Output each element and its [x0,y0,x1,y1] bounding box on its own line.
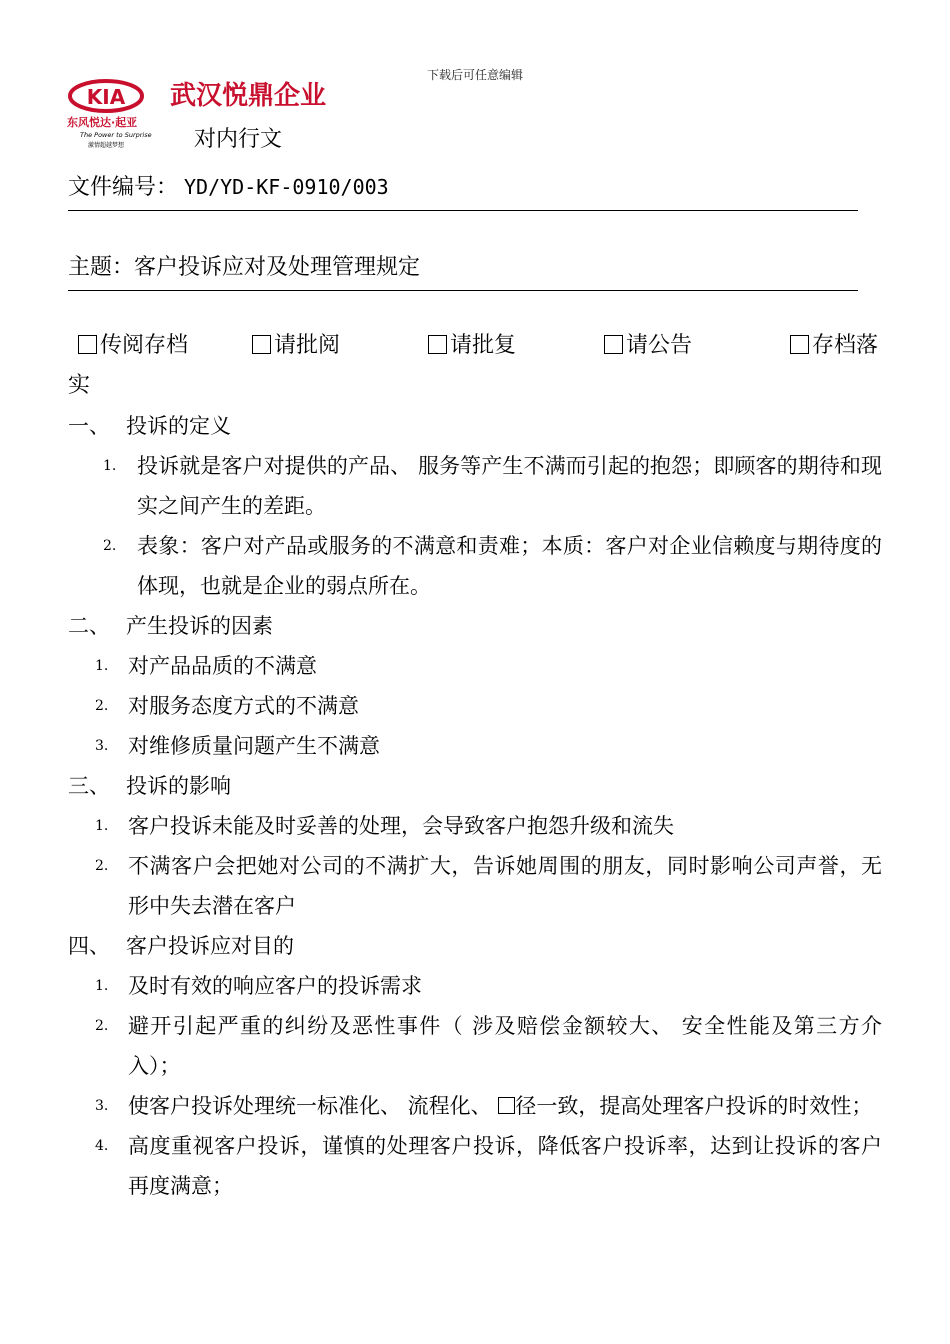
divider [68,210,858,211]
kia-letters: KIA [86,85,126,109]
logo-tagline: The Power to Surprise [80,131,152,139]
checkbox-archive-implement[interactable]: 存档落 [790,328,878,359]
document-number: YD/YD-KF-0910/003 [184,175,389,199]
logo-subtitle: 东风悦达·起亚 [67,116,138,129]
checkbox-icon[interactable] [604,335,623,354]
logo-tagline-cn: 激情超越梦想 [88,142,125,149]
list-item: 1. 客户投诉未能及时妥善的处理，会导致客户抱怨升级和流失 [95,814,674,838]
list-item: 3. 使客户投诉处理统一标准化、 流程化、 径一致，提高处理客户投诉的时效性； [95,1094,873,1118]
list-item: 4. 高度重视客户投诉，谨慎的处理客户投诉，降低客户投诉率，达到让投诉的客户再度满意； [95,1134,882,1198]
document-subject: 主题：客户投诉应对及处理管理规定 [68,255,421,280]
list-item: 3. 对维修质量问题产生不满意 [95,734,380,758]
checkbox-label-wrap: 实 [68,373,91,398]
watermark: 下载后可任意编辑 [426,68,523,82]
checkbox-icon[interactable] [428,335,447,354]
section-heading: 四、 客户投诉应对目的 [68,934,294,958]
checkbox-icon[interactable] [790,335,809,354]
checkbox-review[interactable]: 请批阅 [252,328,340,359]
list-item: 1. 对产品品质的不满意 [95,654,317,678]
section-heading: 三、 投诉的影响 [68,774,231,798]
section-heading: 一、 投诉的定义 [68,414,231,438]
missing-glyph-box-icon [498,1097,515,1114]
routing-checkboxes [68,328,888,408]
list-item: 1. 投诉就是客户对提供的产品、 服务等产生不满而引起的抱怨；即顾客的期待和现实之间产生的差距。 [103,454,882,518]
document-body [68,406,882,1206]
list-item: 2. 表象：客户对产品或服务的不满意和责难；本质：客户对企业信赖度与期待度的体现，也就是企业的弱点所在。 [103,534,882,598]
list-item: 1. 及时有效的响应客户的投诉需求 [95,974,422,998]
checkbox-approve[interactable]: 请批复 [428,328,516,359]
divider [68,290,858,291]
section-heading: 二、 产生投诉的因素 [68,614,273,638]
checkbox-icon[interactable] [252,335,271,354]
list-item: 2. 不满客户会把她对公司的不满扩大，告诉她周围的朋友，同时影响公司声誉，无形中失去潜在客户 [95,854,882,918]
document-number-row [68,170,389,201]
document-type: 对内行文 [194,127,283,152]
checkbox-distribute-archive[interactable]: 传阅存档 [78,328,188,359]
checkbox-announce[interactable]: 请公告 [604,328,692,359]
document-number-label: 文件编号： [68,175,179,200]
company-name: 武汉悦鼎企业 [170,81,327,111]
list-item: 2. 避开引起严重的纠纷及恶性事件（ 涉及赔偿金额较大、 安全性能及第三方介入）； [95,1014,882,1078]
list-item: 2. 对服务态度方式的不满意 [95,694,359,718]
checkbox-icon[interactable] [78,335,97,354]
